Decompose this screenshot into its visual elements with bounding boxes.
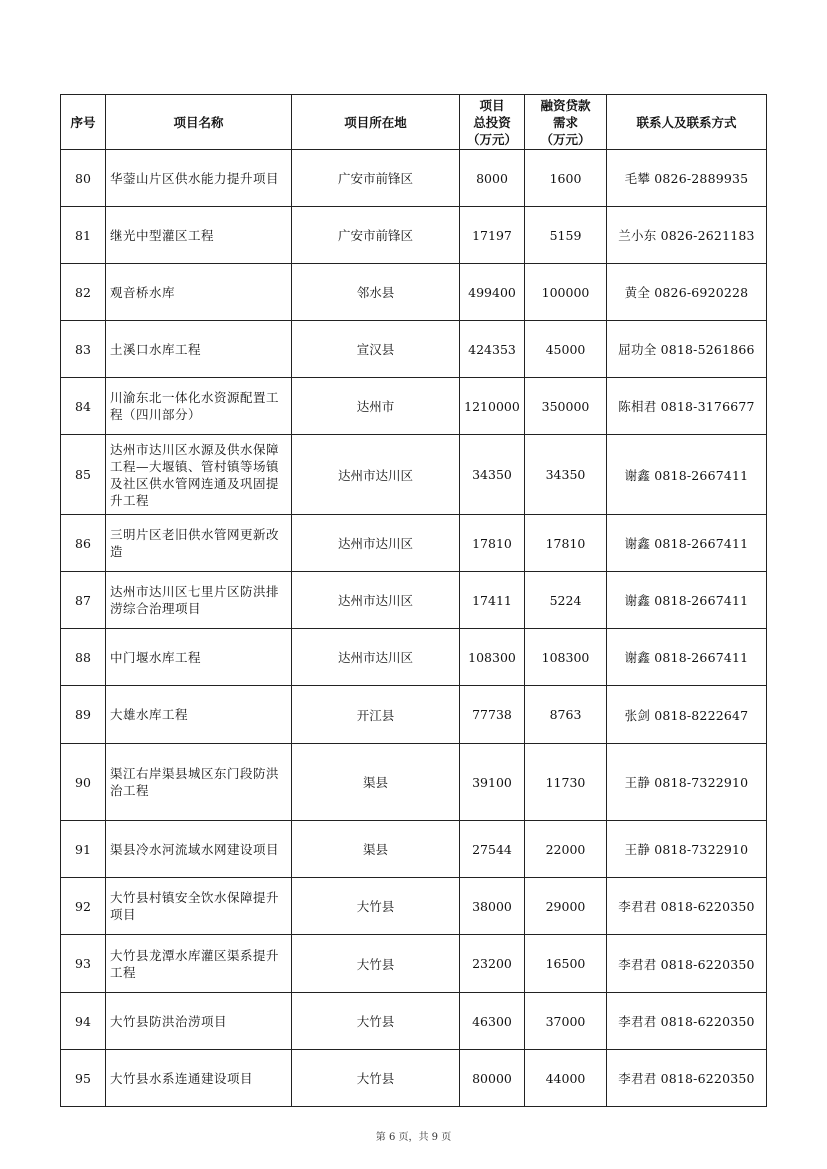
cell-contact: 李君君 0818-6220350 — [607, 993, 767, 1050]
header-investment-line2: 总投资 — [473, 114, 511, 130]
header-investment-line1: 项目 — [479, 97, 505, 113]
cell-name: 大竹县防洪治涝项目 — [106, 993, 292, 1050]
cell-investment: 1210000 — [460, 378, 525, 435]
cell-seq: 88 — [61, 629, 106, 686]
header-loan-line1: 融资贷款 — [540, 97, 591, 113]
cell-loan: 1600 — [525, 150, 607, 207]
table-row — [61, 878, 767, 935]
cell-loan: 108300 — [525, 629, 607, 686]
table-row — [61, 572, 767, 629]
cell-investment: 77738 — [460, 686, 525, 744]
cell-contact: 谢鑫 0818-2667411 — [607, 629, 767, 686]
table-row — [61, 821, 767, 878]
cell-contact: 王静 0818-7322910 — [607, 744, 767, 821]
cell-contact: 李君君 0818-6220350 — [607, 935, 767, 993]
header-seq: 序号 — [61, 95, 106, 150]
table-row — [61, 935, 767, 993]
cell-location: 大竹县 — [292, 993, 460, 1050]
table-row — [61, 435, 767, 515]
cell-loan: 11730 — [525, 744, 607, 821]
cell-contact: 兰小东 0826-2621183 — [607, 207, 767, 264]
cell-loan: 22000 — [525, 821, 607, 878]
cell-loan: 45000 — [525, 321, 607, 378]
cell-name: 大竹县水系连通建设项目 — [106, 1050, 292, 1107]
cell-name: 达州市达川区水源及供水保障工程—大堰镇、管村镇等场镇及社区供水管网连通及巩固提升工程 — [106, 435, 292, 515]
cell-loan: 34350 — [525, 435, 607, 515]
cell-contact: 谢鑫 0818-2667411 — [607, 572, 767, 629]
cell-loan: 100000 — [525, 264, 607, 321]
cell-name: 渠县冷水河流域水网建设项目 — [106, 821, 292, 878]
cell-investment: 38000 — [460, 878, 525, 935]
cell-investment: 8000 — [460, 150, 525, 207]
table-row — [61, 321, 767, 378]
cell-investment: 499400 — [460, 264, 525, 321]
cell-seq: 93 — [61, 935, 106, 993]
cell-contact: 谢鑫 0818-2667411 — [607, 515, 767, 572]
cell-location: 达州市 — [292, 378, 460, 435]
header-name: 项目名称 — [106, 95, 292, 150]
header-location: 项目所在地 — [292, 95, 460, 150]
cell-contact: 谢鑫 0818-2667411 — [607, 435, 767, 515]
table-row — [61, 993, 767, 1050]
project-table — [60, 94, 767, 1107]
cell-contact: 李君君 0818-6220350 — [607, 878, 767, 935]
cell-loan: 8763 — [525, 686, 607, 744]
cell-investment: 46300 — [460, 993, 525, 1050]
cell-investment: 424353 — [460, 321, 525, 378]
table-row — [61, 150, 767, 207]
cell-name: 土溪口水库工程 — [106, 321, 292, 378]
cell-seq: 90 — [61, 744, 106, 821]
cell-name: 川渝东北一体化水资源配置工程（四川部分） — [106, 378, 292, 435]
cell-name: 达州市达川区七里片区防洪排涝综合治理项目 — [106, 572, 292, 629]
cell-location: 达州市达川区 — [292, 629, 460, 686]
cell-location: 邻水县 — [292, 264, 460, 321]
cell-investment: 27544 — [460, 821, 525, 878]
cell-investment: 17197 — [460, 207, 525, 264]
cell-name: 中门堰水库工程 — [106, 629, 292, 686]
cell-loan: 29000 — [525, 878, 607, 935]
cell-contact: 陈相君 0818-3176677 — [607, 378, 767, 435]
table-row — [61, 629, 767, 686]
table-row — [61, 686, 767, 744]
cell-investment: 39100 — [460, 744, 525, 821]
cell-name: 继光中型灌区工程 — [106, 207, 292, 264]
cell-contact: 黄全 0826-6920228 — [607, 264, 767, 321]
cell-seq: 83 — [61, 321, 106, 378]
cell-seq: 91 — [61, 821, 106, 878]
cell-investment: 80000 — [460, 1050, 525, 1107]
cell-loan: 5224 — [525, 572, 607, 629]
cell-investment: 34350 — [460, 435, 525, 515]
cell-loan: 44000 — [525, 1050, 607, 1107]
cell-location: 渠县 — [292, 821, 460, 878]
table-row — [61, 378, 767, 435]
cell-name: 华蓥山片区供水能力提升项目 — [106, 150, 292, 207]
cell-loan: 37000 — [525, 993, 607, 1050]
table-row — [61, 515, 767, 572]
cell-contact: 王静 0818-7322910 — [607, 821, 767, 878]
cell-name: 大竹县龙潭水库灌区渠系提升工程 — [106, 935, 292, 993]
cell-seq: 87 — [61, 572, 106, 629]
cell-seq: 86 — [61, 515, 106, 572]
cell-seq: 94 — [61, 993, 106, 1050]
cell-location: 大竹县 — [292, 1050, 460, 1107]
cell-location: 渠县 — [292, 744, 460, 821]
table-row — [61, 744, 767, 821]
cell-seq: 92 — [61, 878, 106, 935]
cell-seq: 95 — [61, 1050, 106, 1107]
header-loan — [525, 95, 607, 150]
cell-contact: 李君君 0818-6220350 — [607, 1050, 767, 1107]
table-header-row — [61, 95, 767, 150]
cell-name: 大竹县村镇安全饮水保障提升项目 — [106, 878, 292, 935]
header-investment-line3: （万元） — [466, 131, 517, 147]
cell-contact: 张剑 0818-8222647 — [607, 686, 767, 744]
cell-location: 广安市前锋区 — [292, 150, 460, 207]
table-row — [61, 264, 767, 321]
cell-loan: 17810 — [525, 515, 607, 572]
cell-investment: 17411 — [460, 572, 525, 629]
cell-loan: 350000 — [525, 378, 607, 435]
cell-contact: 屈功全 0818-5261866 — [607, 321, 767, 378]
cell-loan: 16500 — [525, 935, 607, 993]
cell-location: 大竹县 — [292, 878, 460, 935]
cell-investment: 17810 — [460, 515, 525, 572]
cell-location: 宣汉县 — [292, 321, 460, 378]
cell-contact: 毛攀 0826-2889935 — [607, 150, 767, 207]
cell-name: 三明片区老旧供水管网更新改造 — [106, 515, 292, 572]
cell-name: 观音桥水库 — [106, 264, 292, 321]
cell-location: 开江县 — [292, 686, 460, 744]
page-footer: 第 6 页，共 9 页 — [375, 1132, 452, 1143]
header-contact: 联系人及联系方式 — [607, 95, 767, 150]
cell-seq: 89 — [61, 686, 106, 744]
cell-location: 达州市达川区 — [292, 572, 460, 629]
cell-location: 大竹县 — [292, 935, 460, 993]
cell-location: 达州市达川区 — [292, 435, 460, 515]
cell-location: 达州市达川区 — [292, 515, 460, 572]
cell-loan: 5159 — [525, 207, 607, 264]
cell-name: 渠江右岸渠县城区东门段防洪治工程 — [106, 744, 292, 821]
cell-seq: 85 — [61, 435, 106, 515]
cell-investment: 108300 — [460, 629, 525, 686]
cell-location: 广安市前锋区 — [292, 207, 460, 264]
header-loan-line3: （万元） — [540, 131, 591, 147]
cell-seq: 80 — [61, 150, 106, 207]
table-row — [61, 1050, 767, 1107]
table-row — [61, 207, 767, 264]
header-loan-line2: 需求 — [552, 114, 578, 130]
cell-seq: 81 — [61, 207, 106, 264]
cell-investment: 23200 — [460, 935, 525, 993]
cell-seq: 84 — [61, 378, 106, 435]
cell-seq: 82 — [61, 264, 106, 321]
header-investment — [460, 95, 525, 150]
cell-name: 大雄水库工程 — [106, 686, 292, 744]
